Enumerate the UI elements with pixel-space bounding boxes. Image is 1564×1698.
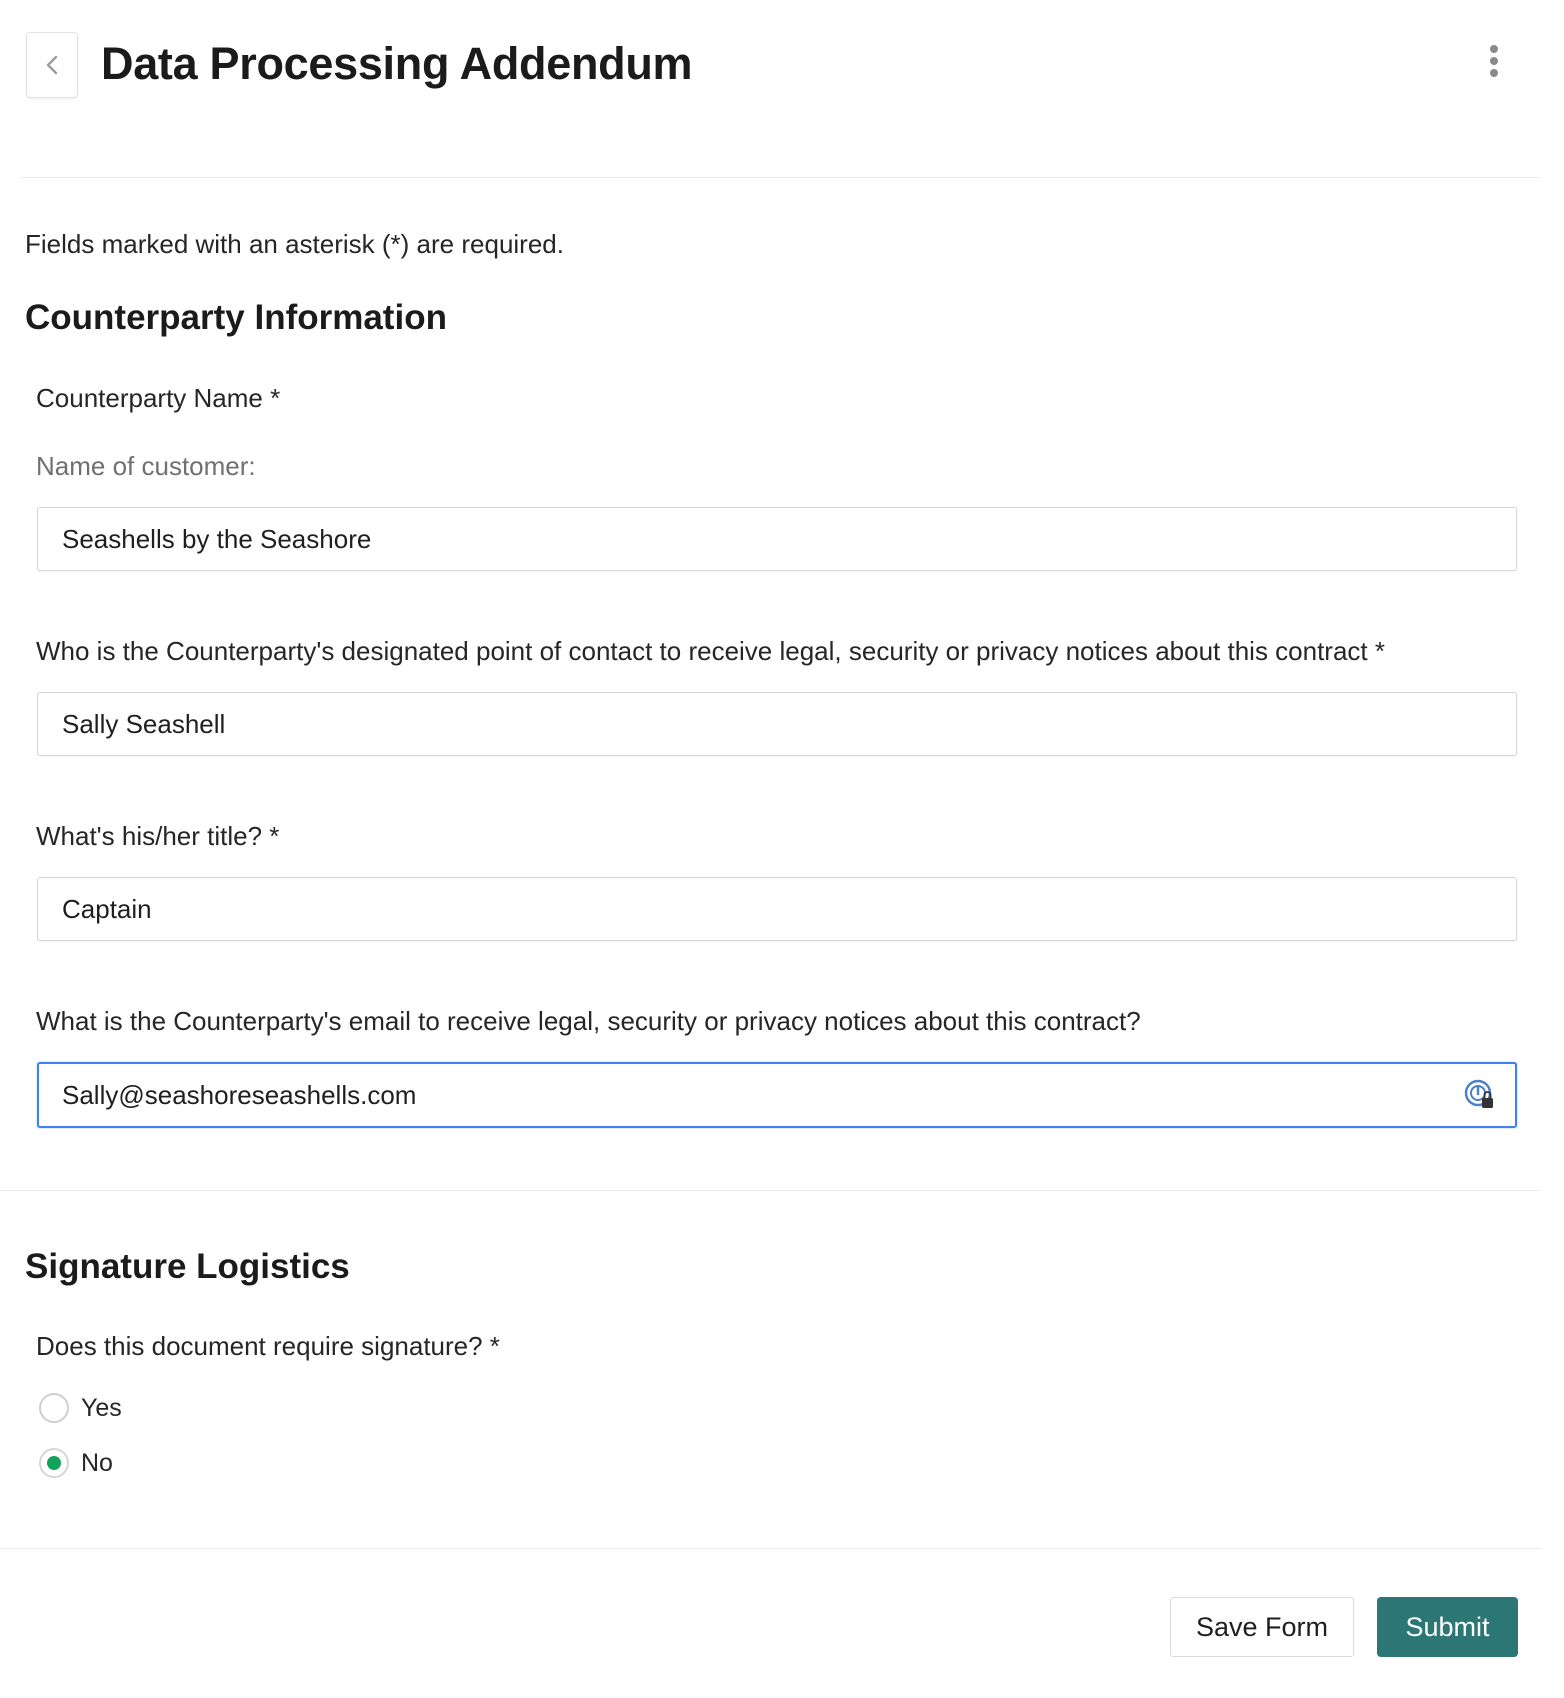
password-manager-icon[interactable] [1462, 1077, 1498, 1113]
contact-person-input[interactable] [37, 692, 1517, 756]
counterparty-name-input[interactable] [37, 507, 1517, 571]
radio-yes-button[interactable] [39, 1393, 69, 1423]
chevron-left-icon [42, 51, 62, 79]
more-options-button[interactable] [1476, 38, 1512, 84]
contact-email-label: What is the Counterparty's email to receive legal, security or privacy notices about this contract? [36, 1006, 1141, 1036]
counterparty-name-label: Counterparty Name * [36, 383, 281, 413]
section-title-counterparty: Counterparty Information [25, 298, 447, 337]
radio-no-button[interactable] [39, 1448, 69, 1478]
section-title-signature: Signature Logistics [25, 1247, 350, 1286]
radio-no-label: No [81, 1448, 113, 1477]
contact-title-label: What's his/her title? * [36, 821, 280, 851]
back-button[interactable] [26, 32, 78, 98]
save-form-button[interactable]: Save Form [1170, 1597, 1354, 1657]
footer-divider [0, 1548, 1542, 1549]
contact-email-input[interactable] [37, 1062, 1517, 1128]
contact-person-label: Who is the Counterparty's designated point of contact to receive legal, security or privacy notices about this contract * [36, 636, 1385, 666]
radio-yes-label: Yes [81, 1393, 122, 1422]
radio-option-no[interactable] [39, 1448, 113, 1478]
counterparty-name-hint: Name of customer: [36, 451, 256, 481]
submit-button[interactable]: Submit [1377, 1597, 1518, 1657]
required-fields-note: Fields marked with an asterisk (*) are required. [25, 229, 564, 259]
page-title: Data Processing Addendum [101, 38, 693, 89]
signature-question-label: Does this document require signature? * [36, 1331, 500, 1361]
section-divider [0, 1190, 1542, 1191]
radio-option-yes[interactable] [39, 1393, 122, 1423]
more-vertical-icon [1488, 43, 1500, 79]
contact-title-input[interactable] [37, 877, 1517, 941]
header-divider [20, 177, 1542, 178]
